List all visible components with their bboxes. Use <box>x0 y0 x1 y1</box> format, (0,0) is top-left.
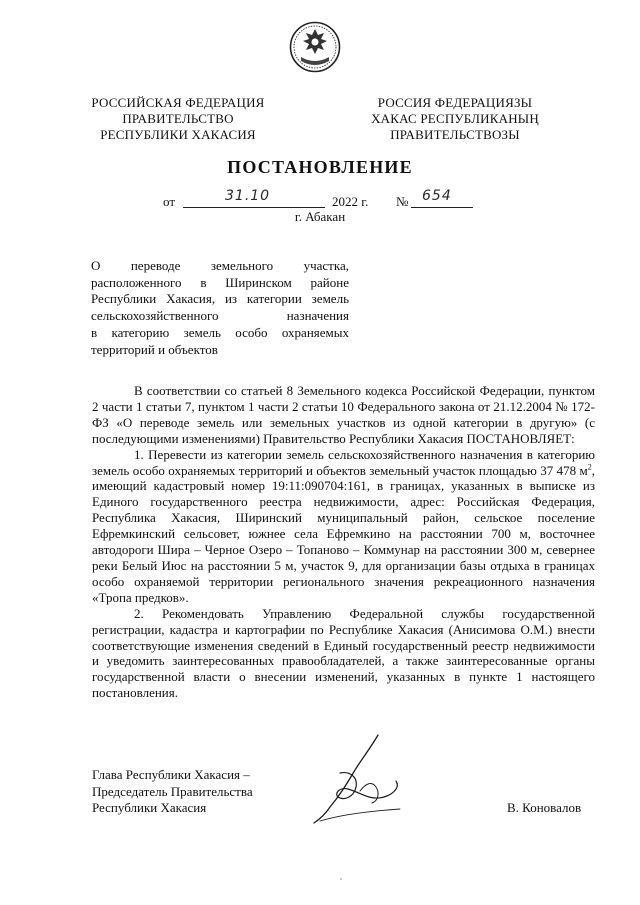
subject-line-6: территорий и объектов <box>91 341 218 357</box>
subject-block <box>91 258 349 358</box>
date-prefix: от <box>163 194 176 209</box>
subject-line-3: Республики Хакасия, из категории земель <box>91 291 349 307</box>
document-body <box>92 383 595 701</box>
handwritten-signature <box>300 731 410 831</box>
header-left-line-2: ПРАВИТЕЛЬСТВО <box>122 111 234 126</box>
item-1-text-a: 1. Перевести из категории земель сельскохозяйственного назначения в категорию земель особо охраняемых территорий и объектов земельный участок площадью 37 478 м <box>92 446 595 478</box>
number-sign: № <box>396 194 409 209</box>
coat-of-arms-emblem <box>289 21 341 73</box>
scan-speck <box>340 878 342 880</box>
subject-line-2: расположенного в Ширинском районе <box>91 274 349 290</box>
preamble-paragraph: В соответствии со статьей 8 Земельного кодекса Российской Федерации, пунктом 2 части 1 статьи 7, пунктом 1 части 2 статьи 10 Федерального закона от 21.12.2004 № 172-ФЗ «О переводе земель или земельных участков из одной категории в другую» (с последующими изменениями) Правительство Республики Хакасия ПОСТАНОВЛЯЕТ: <box>92 383 595 446</box>
subject-line-5: в категорию земель особо охраняемых <box>91 324 349 340</box>
item-2-paragraph: 2. Рекомендовать Управлению Федеральной службы государственной регистрации, кадастра и картографии по Республике Хакасия (Анисимова О.М.) внести соответствующие изменения сведений в Единый государственный реестр недвижимости и уведомить заинтересованных правообладателей, а также заинтересованные органы государственной власти о внесении изменений, указанных в пункте 1 настоящего постановления. <box>92 605 595 701</box>
header-right-line-3: ПРАВИТЕЛЬСТВОЗЫ <box>390 127 520 142</box>
item-1-paragraph <box>92 447 595 606</box>
document-title: ПОСТАНОВЛЕНИЕ <box>227 157 413 177</box>
subject-line-1: О переводе земельного участка, <box>91 258 349 273</box>
handwritten-date: 31.10 <box>225 188 271 204</box>
signatory-name: В. Коновалов <box>507 800 582 815</box>
header-right-line-2: ХАКАС РЕСПУБЛИКАНЫҢ <box>371 111 539 126</box>
signatory-position-line-1: Глава Республики Хакасия – <box>92 767 250 782</box>
handwritten-number: 654 <box>422 188 452 204</box>
header-left <box>78 95 278 143</box>
subject-line-4: сельскохозяйственного назначения <box>91 308 349 324</box>
signatory-position-line-3: Республики Хакасия <box>92 800 207 815</box>
header-right-line-1: РОССИЯ ФЕДЕРАЦИЯЗЫ <box>377 95 533 110</box>
header-left-line-3: РЕСПУБЛИКИ ХАКАСИЯ <box>100 127 256 142</box>
city-label: г. Абакан <box>294 209 346 224</box>
year-label: 2022 г. <box>332 194 369 209</box>
header-left-line-1: РОССИЙСКАЯ ФЕДЕРАЦИЯ <box>91 95 265 110</box>
signatory-position <box>92 767 253 817</box>
signatory-position-line-2: Председатель Правительства <box>92 783 253 799</box>
header-right <box>350 95 560 143</box>
item-1-superscript: 2 <box>587 462 592 472</box>
item-1-text-b: , имеющий кадастровый номер 19:11:090704:161, в границах, указанных в выписке из Единого государственного реестра недвижимости, адрес: Российская Федерация, Республика Хакасия, Ширинский муниципальный район, сельское поселение Ефремкинский сельсовет, южнее села Ефремкино на расстоянии 700 м, восточнее автодороги Шира – Черное Озеро – Топаново – Коммунар на расстоянии 300 м, севернее реки Белый Июс на расстоянии 5 м, участок 9, для организации базы отдыха в границах особо охраняемой территории регионального значения рекреационного назначения «Тропа предков». <box>92 462 595 605</box>
